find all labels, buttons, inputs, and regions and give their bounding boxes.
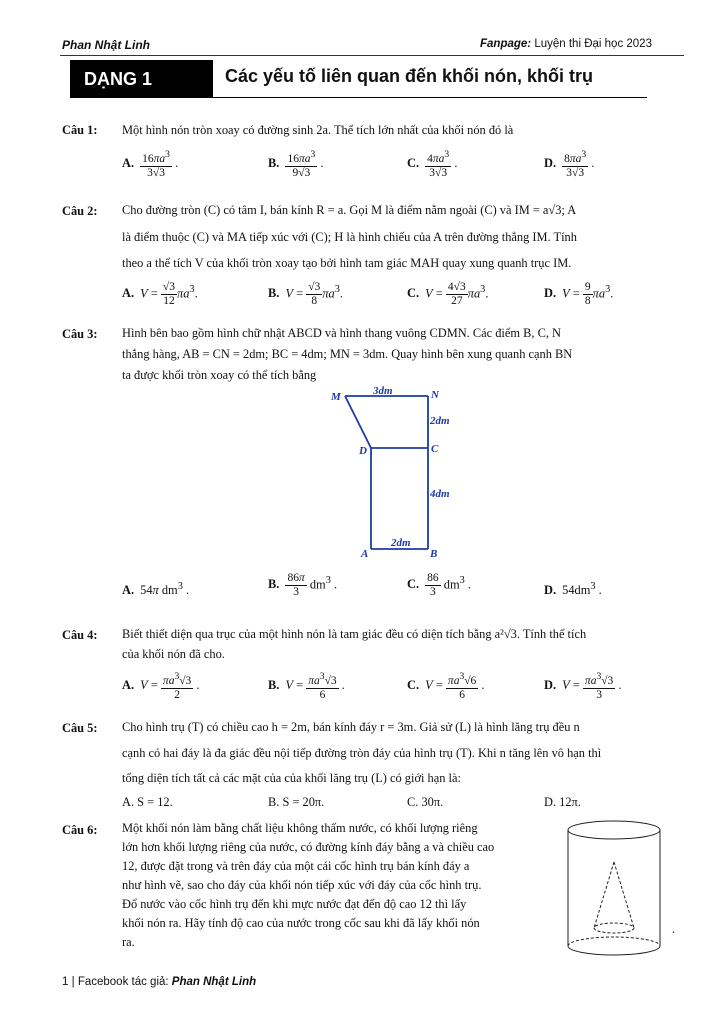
question-5-option-c: C. 30π. <box>407 795 444 809</box>
question-6-label: Câu 6: <box>62 823 98 837</box>
dim-AB: 2dm <box>391 537 411 549</box>
footer-label: Facebook tác giả: <box>77 976 169 988</box>
question-6-line-7: ra. <box>122 935 135 949</box>
question-5-option-a: A. S = 12. <box>122 795 173 809</box>
question-4-option-d: D. V = $\frac{\pi a^3√3}{3}$ . <box>544 671 622 701</box>
question-2-option-a: A. V = $\frac{√3}{12}$ $\pi a^3$. <box>122 281 198 307</box>
cup-cone-figure <box>562 818 670 960</box>
point-A: A <box>361 548 369 560</box>
question-5-line-2: cạnh có hai đáy là đa giác đều nội tiếp đường tròn đáy của hình trụ (T). Khi n tăng lên vô hạn thì <box>122 746 602 760</box>
footer-separator: | <box>71 976 75 988</box>
question-5-option-d: D. 12π. <box>544 795 581 809</box>
question-3-line-3: ta được khối tròn xoay có thể tích bằng <box>122 368 317 382</box>
cup-bottom-back <box>568 937 660 946</box>
question-6-body <box>122 819 552 952</box>
cone-right-edge <box>614 862 634 928</box>
point-M: M <box>331 391 341 403</box>
question-1-option-b: B. $\frac{16\pi a^3}{9√3}$ . <box>268 149 324 179</box>
dim-MN: 3dm <box>373 385 393 397</box>
question-5-option-b: B. S = 20π. <box>268 795 325 809</box>
question-4-line-2: của khối nón đã cho. <box>122 647 225 661</box>
question-6-line-2: lớn hơn khối lượng riêng của nước, có đường kính đáy bằng a và chiều cao <box>122 840 495 854</box>
question-5-label: Câu 5: <box>62 721 98 735</box>
question-3-line-1: Hình bên bao gồm hình chữ nhật ABCD và hình thang vuông CDMN. Các điểm B, C, N <box>122 326 561 340</box>
edge-DM <box>345 396 371 448</box>
question-2-option-b: B. V = $\frac{√3}{8}$ $\pi a^3$. <box>268 281 344 307</box>
question-3-figure <box>325 384 465 562</box>
question-2-label: Câu 2: <box>62 204 98 218</box>
question-3-label: Câu 3: <box>62 327 98 341</box>
question-3-option-d: D. $54dm^3$ . <box>544 581 602 598</box>
question-6-line-1: Một khối nón làm bằng chất liệu không thấm nước, có khối lượng riêng <box>122 821 478 835</box>
fanpage-label: Fanpage: <box>480 38 532 50</box>
question-6-line-6: khối nón ra. Hãy tính độ cao của nước trong cốc sau khi đã lấy khối nón <box>122 916 480 930</box>
header-fanpage <box>480 38 652 50</box>
point-N: N <box>431 389 439 401</box>
cone-base <box>594 923 634 933</box>
point-C: C <box>431 443 439 455</box>
footer-page-number: 1 <box>62 976 69 988</box>
question-6-line-3: 12, được đặt trong và trên đáy của một cái cốc hình trụ bán kính đáy a <box>122 859 470 873</box>
section-title-underline <box>213 97 647 98</box>
header-divider <box>60 55 684 56</box>
dim-CB: 4dm <box>430 488 450 500</box>
question-3-option-b: B. $\frac{86\pi}{3}$ $dm^3$ . <box>268 572 338 598</box>
point-D: D <box>359 445 367 457</box>
question-1-label: Câu 1: <box>62 123 98 137</box>
dim-NC: 2dm <box>430 415 450 427</box>
question-1-option-a: A. $\frac{16\pi a^3}{3√3}$ . <box>122 149 179 179</box>
question-1-option-c: C. $\frac{4\pi a^3}{3√3}$ . <box>407 149 458 179</box>
cup-top-ellipse <box>568 821 660 839</box>
fanpage-value: Luyện thi Đại học 2023 <box>534 38 652 50</box>
question-2-option-d: D. V = $\frac{9}{8}$ $\pi a^3$. <box>544 281 614 307</box>
question-4-option-c: C. V = $\frac{\pi a^3√6}{6}$ . <box>407 671 485 701</box>
question-4-option-b: B. V = $\frac{\pi a^3√3}{6}$ . <box>268 671 345 701</box>
question-2-line-2: là điểm thuộc (C) và MA tiếp xúc với (C); H là hình chiếu của A trên đường thẳng IM. Tính <box>122 230 577 244</box>
question-6-trailing: . <box>672 922 676 936</box>
question-6-line-5: Đổ nước vào cốc hình trụ đến khi mực nước đạt đến độ cao 12 thì lấy <box>122 897 467 911</box>
cone-left-edge <box>594 862 614 928</box>
question-5-line-3: tổng diện tích tất cả các mặt của của khối lăng trụ (L) có giới hạn là: <box>122 771 461 785</box>
header-author: Phan Nhật Linh <box>62 38 150 52</box>
question-2-line-3: theo a thể tích V của khối tròn xoay tạo bởi hình tam giác MAH quay xung quanh trục IM. <box>122 256 572 270</box>
footer-author: Phan Nhật Linh <box>171 976 257 988</box>
question-1-text: Một hình nón tròn xoay có đường sinh 2a. Thể tích lớn nhất của khối nón đó là <box>122 123 514 137</box>
question-6-line-4: như hình vẽ, sao cho đáy của khối nón tiếp xúc với đáy của cốc hình trụ. <box>122 878 482 892</box>
question-3-option-a: A. 54π $dm^3$ . <box>122 581 190 598</box>
section-title: Các yếu tố liên quan đến khối nón, khối trụ <box>225 66 594 86</box>
section-tag: DẠNG 1 <box>70 60 213 98</box>
question-1-option-d: D. $\frac{8\pi a^3}{3√3}$ . <box>544 149 595 179</box>
question-4-line-1: Biết thiết diện qua trục của một hình nón là tam giác đều có diện tích bằng a²√3. Tính thể tích <box>122 627 587 641</box>
question-5-line-1: Cho hình trụ (T) có chiều cao h = 2m, bán kính đáy r = 3m. Giả sử (L) là hình lăng trụ đều n <box>122 720 580 734</box>
cup-bottom-front <box>568 946 660 955</box>
question-2-option-c: C. V = $\frac{4√3}{27}$ $\pi a^3$. <box>407 281 489 307</box>
question-4-label: Câu 4: <box>62 628 98 642</box>
footer <box>62 976 256 988</box>
question-3-option-c: C. $\frac{86}{3}$ $dm^3$ . <box>407 572 471 598</box>
question-2-line-1: Cho đường tròn (C) có tâm I, bán kính R = a. Gọi M là điểm nằm ngoài (C) và IM = a√3; A <box>122 203 577 217</box>
point-B: B <box>430 548 438 560</box>
question-3-line-2: thẳng hàng, AB = CN = 2dm; BC = 4dm; MN = 3dm. Quay hình bên xung quanh cạnh BN <box>122 347 573 361</box>
question-4-option-a: A. V = $\frac{\pi a^3√3}{2}$ . <box>122 671 200 701</box>
